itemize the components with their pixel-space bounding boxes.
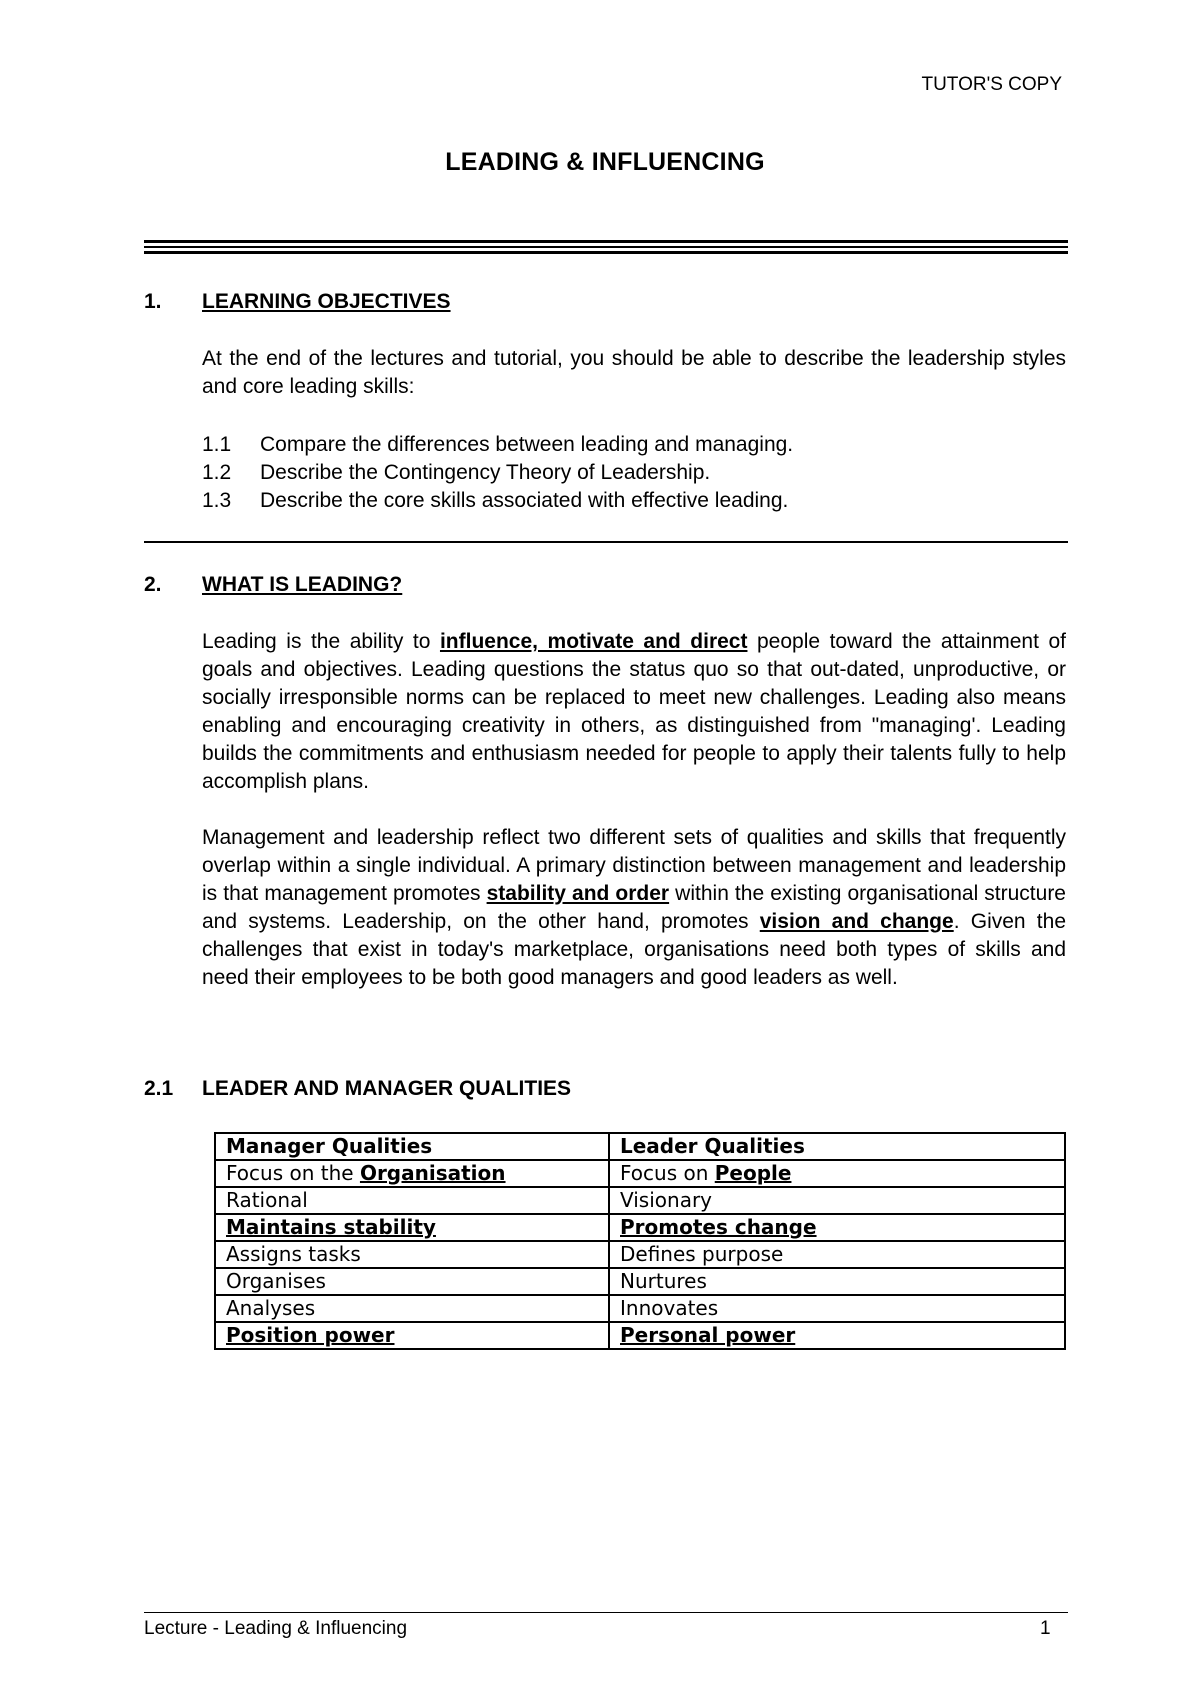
emphasis-text: vision and change — [759, 910, 954, 933]
column-header: Manager Qualities — [215, 1133, 609, 1160]
divider-line — [144, 240, 1068, 243]
divider-line — [144, 246, 1068, 248]
table-row — [215, 1295, 1065, 1322]
table-row — [215, 1160, 1065, 1187]
section-1-number: 1. — [144, 290, 162, 313]
table-cell — [215, 1160, 609, 1187]
table-cell: Rational — [215, 1187, 609, 1214]
table-cell: Analyses — [215, 1295, 609, 1322]
section-2-1-heading: LEADER AND MANAGER QUALITIES — [202, 1077, 572, 1100]
text-run: within the existing organisational structure and systems. Leadership, on the other hand, promotes — [202, 882, 1066, 933]
footer-title: Lecture - Leading & Influencing — [144, 1618, 408, 1639]
table-cell: Promotes change — [609, 1214, 1065, 1241]
document-title: LEADING & INFLUENCING — [445, 148, 765, 176]
objective-number: 1.3 — [202, 489, 232, 512]
objectives-list — [202, 431, 793, 515]
objective-number: 1.2 — [202, 461, 232, 484]
table-cell: Position power — [215, 1322, 609, 1349]
emphasis-text: influence, motivate and direct — [439, 630, 748, 653]
divider-line — [144, 251, 1068, 254]
emphasis-text: stability and order — [486, 882, 670, 905]
table-cell: Personal power — [609, 1322, 1065, 1349]
section-divider — [144, 541, 1068, 543]
text-run: Management and leadership reflect two different sets of qualities and skills that frequently overlap within a single individual. A primary distinction between management and leadership is that management promotes — [202, 826, 1066, 905]
column-header: Leader Qualities — [609, 1133, 1065, 1160]
section-2-number: 2. — [144, 573, 162, 596]
text-run: people toward the attainment of goals and objectives. Leading questions the status quo so that out-dated, unproductive, or socially irresponsible norms can be replaced to meet new challenges. Leading also means enabling and encouraging creativity in others, as distinguished from "managing'. Leading builds the commitments and enthusiasm needed for people to apply their talents fully to help accomplish plans. — [202, 630, 1066, 793]
list-item — [202, 431, 793, 459]
table-header-row — [215, 1133, 1065, 1160]
section-1-heading: LEARNING OBJECTIVES — [202, 290, 451, 313]
table-row — [215, 1214, 1065, 1241]
text-run: . Given the challenges that exist in today's marketplace, organisations need both types of skills and need their employees to be both good managers and good leaders as well. — [202, 910, 1066, 989]
objectives-intro: At the end of the lectures and tutorial, you should be able to describe the leadership styles and core leading skills: — [202, 347, 1066, 398]
cell-emphasis: People — [714, 1161, 792, 1185]
cell-text: Focus on — [620, 1161, 715, 1185]
section-2-1-number: 2.1 — [144, 1077, 174, 1100]
table-row — [215, 1241, 1065, 1268]
objective-text: Compare the differences between leading and managing. — [260, 433, 794, 456]
cell-text: Focus on the — [226, 1161, 360, 1185]
text-run: Leading is the ability to — [202, 630, 440, 653]
cell-emphasis: Organisation — [359, 1161, 506, 1185]
management-vs-leadership-paragraph — [202, 824, 1066, 992]
objective-number: 1.1 — [202, 433, 232, 456]
table-row — [215, 1268, 1065, 1295]
footer-divider — [144, 1612, 1068, 1613]
list-item — [202, 487, 793, 515]
tutor-copy-label: TUTOR'S COPY — [921, 74, 1062, 95]
table-cell: Innovates — [609, 1295, 1065, 1322]
objective-text: Describe the core skills associated with effective leading. — [260, 489, 789, 512]
table-cell: Organises — [215, 1268, 609, 1295]
title-divider — [144, 240, 1068, 257]
table-cell: Visionary — [609, 1187, 1065, 1214]
table-cell — [609, 1160, 1065, 1187]
table-cell: Maintains stability — [215, 1214, 609, 1241]
leading-definition-paragraph — [202, 628, 1066, 796]
section-2-heading: WHAT IS LEADING? — [202, 573, 403, 596]
table-row — [215, 1187, 1065, 1214]
page-number: 1 — [1040, 1618, 1051, 1639]
table-cell: Assigns tasks — [215, 1241, 609, 1268]
table-cell: Defines purpose — [609, 1241, 1065, 1268]
table-cell: Nurtures — [609, 1268, 1065, 1295]
list-item — [202, 459, 793, 487]
objective-text: Describe the Contingency Theory of Leadership. — [260, 461, 711, 484]
qualities-table — [214, 1132, 1066, 1350]
table-row — [215, 1322, 1065, 1349]
